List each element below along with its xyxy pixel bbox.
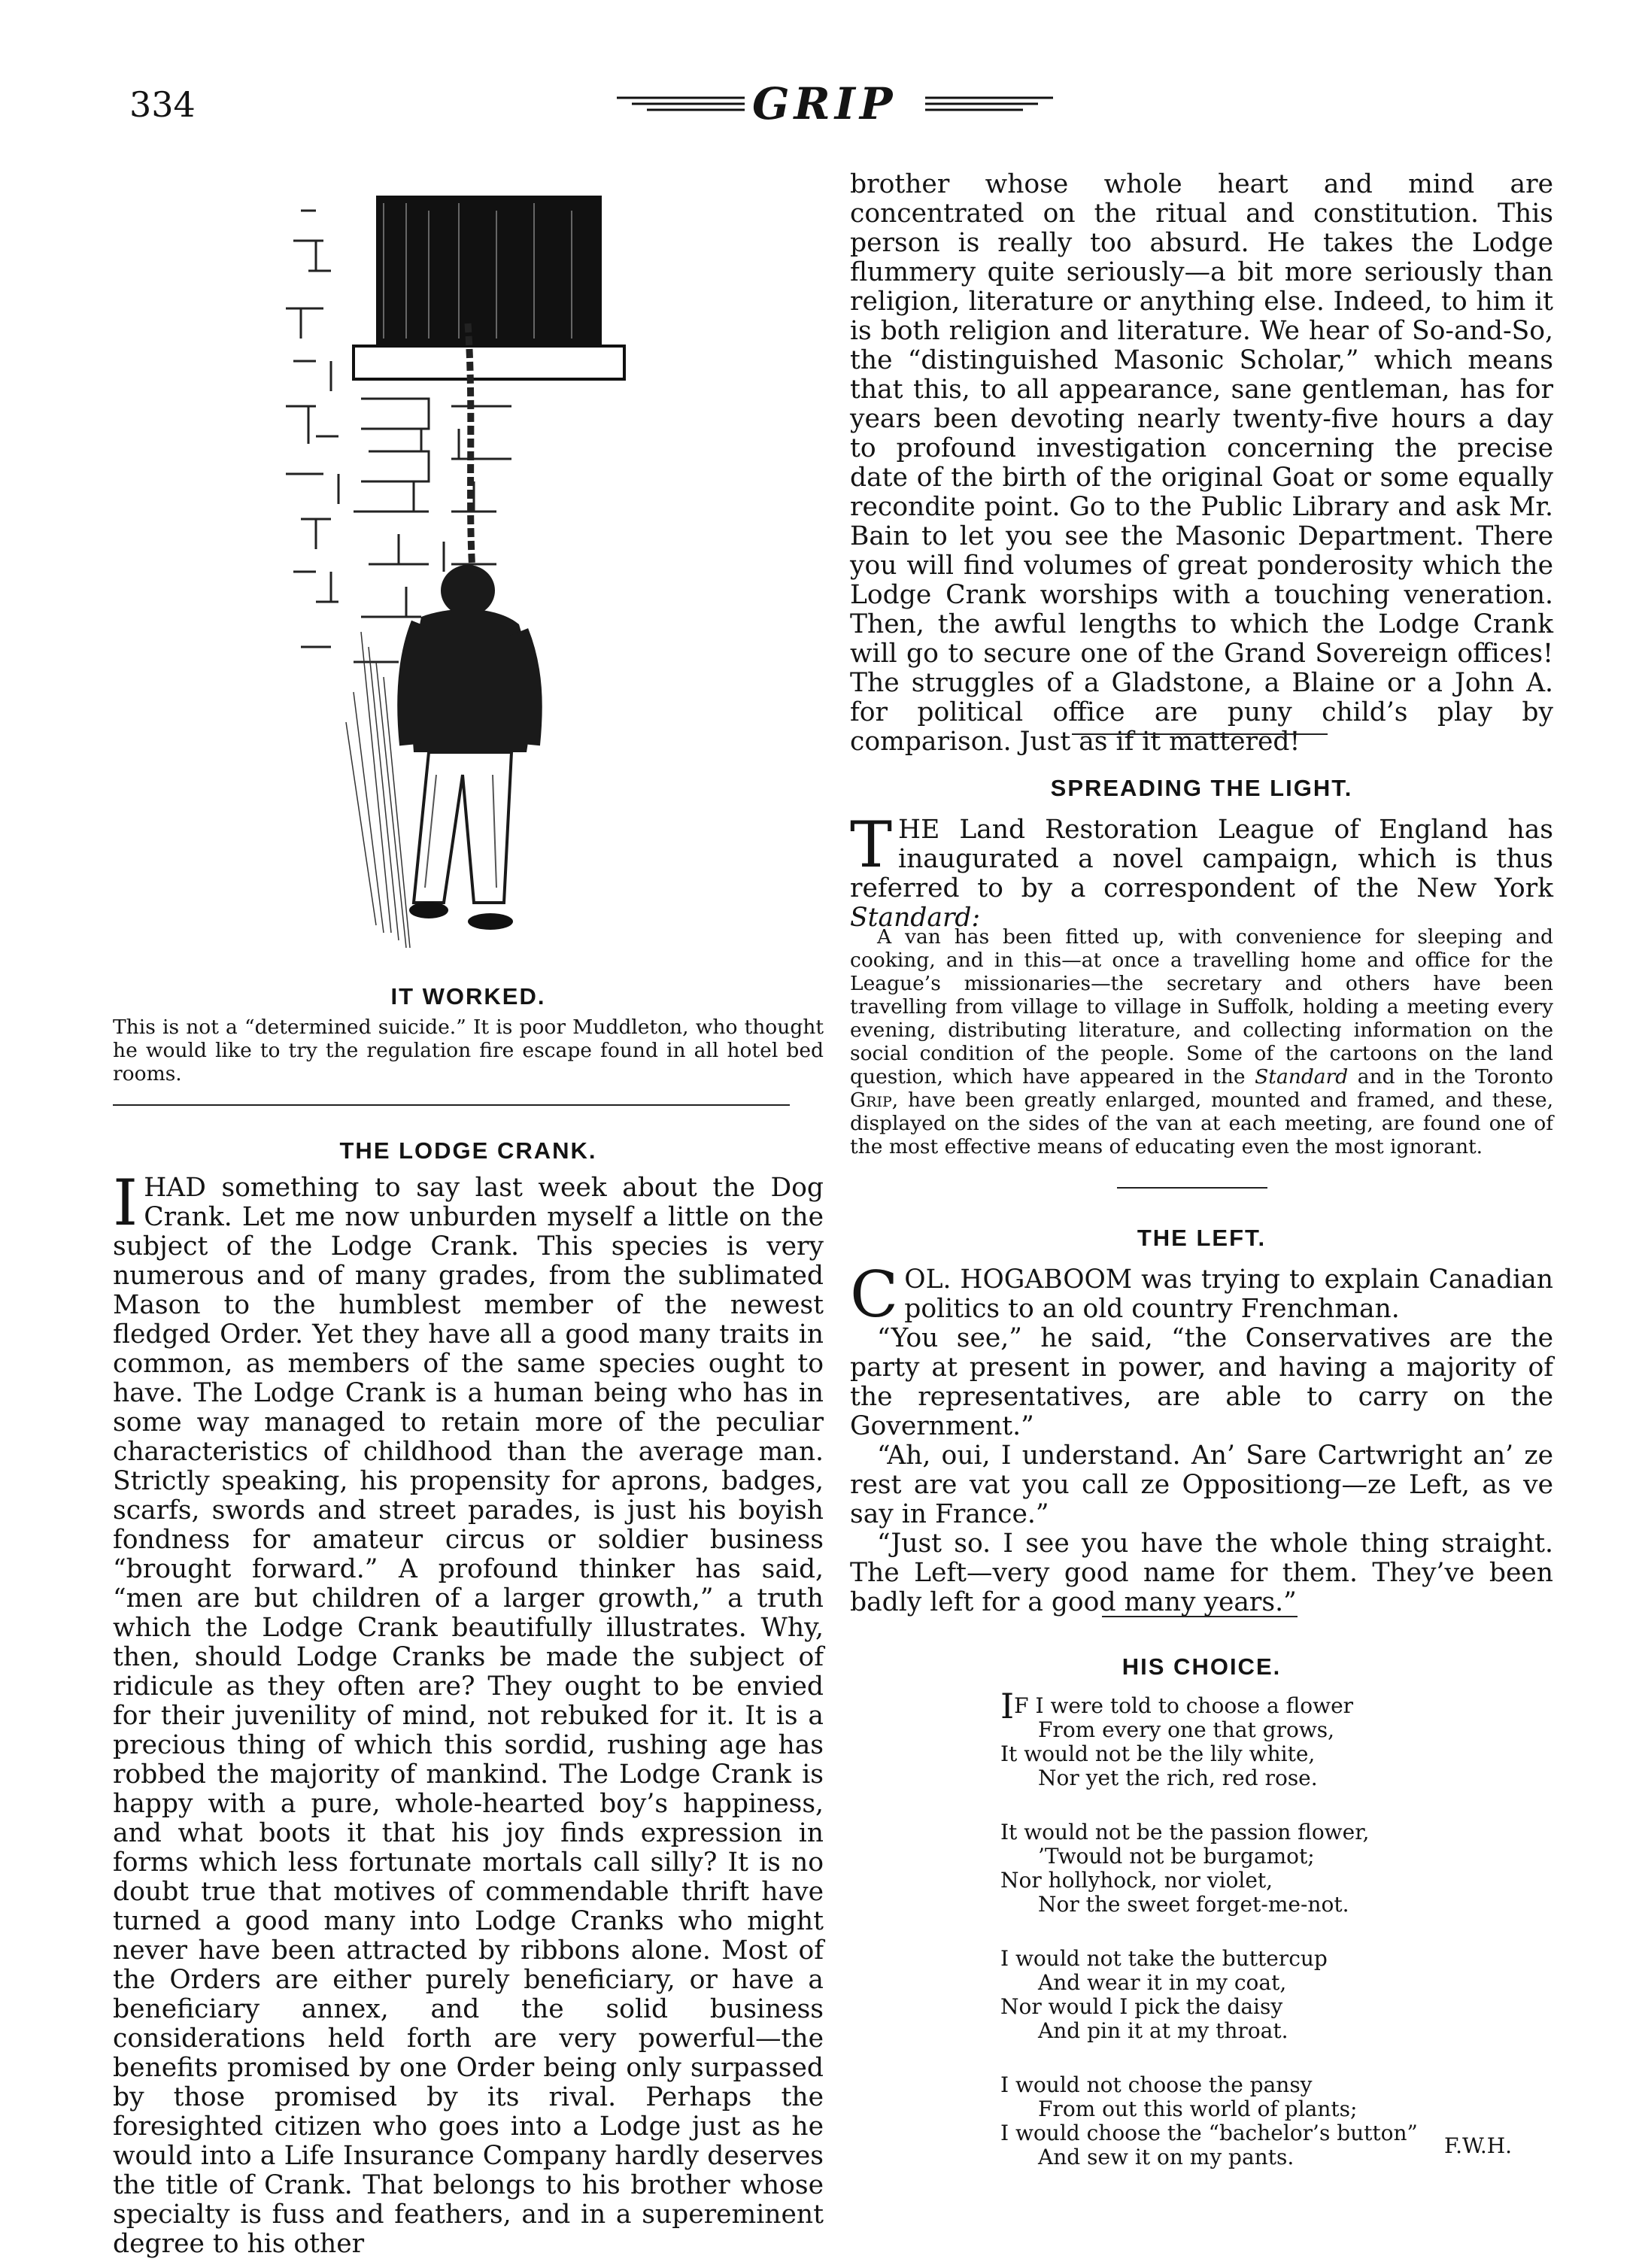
section-divider	[1117, 1187, 1267, 1189]
poem-line: I would choose the “bachelor’s button”	[1000, 2121, 1418, 2145]
spreading-heading: SPREADING THE LIGHT.	[1050, 775, 1353, 801]
poem-line: I would not take the buttercup	[1000, 1946, 1328, 1971]
poem-line: Nor hollyhock, nor violet,	[1000, 1868, 1273, 1893]
poem-line: Nor the sweet forget-me-not.	[1038, 1892, 1349, 1917]
his-choice-heading: HIS CHOICE.	[1122, 1653, 1282, 1680]
hanging-figure	[408, 565, 533, 930]
illustration-title: IT WORKED.	[390, 983, 546, 1010]
poem-signature: F.W.H.	[1444, 2133, 1513, 2158]
lodge-crank-heading: THE LODGE CRANK.	[339, 1137, 597, 1164]
poem-stanza	[1000, 1686, 1542, 1790]
poem-line: And pin it at my throat.	[1038, 2018, 1288, 2043]
lodge-crank-body: IHAD something to say last week about the Dog Crank. Let me now unburden myself a little on the subject of the Lodge Crank. This species is very numerous and of many grades, from the sublimated Mason to the humblest member of the newest fledged Order. Yet they have all a good many traits in common, as members of the same species ought to have. The Lodge Crank is a human being who has in some way managed to retain more of the peculiar characteristics of childhood than the average man. Strictly speaking, his propensity for aprons, badges, scarfs, swords and street parades, is just his boyish fondness for amateur circus or soldier business “brought forward.” A profound thinker has said, “men are but children of a larger growth,” a truth which the Lodge Crank beautifully illustrates. Why, then, should Lodge Cranks be made the subject of ridicule as they often are? They ought to be envied for their juvenility of mind, not rebuked for it. It is a precious thing of which this sordid, rushing age has robbed the majority of mankind. The Lodge Crank is happy with a pure, whole-hearted boy’s happiness, and what boots it that his joy finds expression in forms which less fortunate mortals call silly? It is no doubt true that motives of commendable thrift have turned a good many into Lodge Cranks who might never have been attracted by ribbons alone. Most of the Orders are either purely beneficiary, or have a beneficiary annex, and the solid business considerations held forth are very powerful—the benefits promised by one Order being only surpassed by those promised by its rival. Perhaps the foresighted citizen who goes into a Lodge just as he would into a Life Insurance Company hardly deserves the title of Crank. That belongs to his brother whose specialty is fuss and feathers, and in a supereminent degree to his other	[113, 1166, 824, 2259]
section-divider	[1102, 1616, 1298, 1617]
poem-stanza	[1000, 1820, 1542, 1917]
poem-line: I would not choose the pansy	[1000, 2072, 1313, 2097]
poem-line: It would not be the passion flower,	[1000, 1820, 1370, 1844]
spreading-intro: THE Land Restoration League of England has inaugurated a novel campaign, which is thus referred to by a correspondent of the New York Standard:	[850, 808, 1553, 933]
poem-line: ’Twould not be burgamot;	[1038, 1844, 1315, 1869]
window-sill	[354, 346, 624, 379]
poem-stanza	[1000, 1947, 1542, 2043]
poem-line: And sew it on my pants.	[1038, 2145, 1295, 2169]
poem-line: From every one that grows,	[1038, 1717, 1335, 1742]
his-choice-poem	[1000, 1686, 1542, 2200]
window-opening	[376, 196, 602, 346]
poem-line: IF I were told to choose a flower	[1000, 1686, 1354, 1726]
section-divider	[113, 1104, 790, 1106]
masthead-title: GRIP	[752, 78, 897, 129]
illustration-caption: This is not a “determined suicide.” It is poor Muddleton, who thought he would like to try the regulation fire escape found in all hotel bed rooms.	[113, 1016, 824, 1085]
lodge-crank-article	[113, 1166, 824, 2259]
drop-cap: C	[850, 1258, 899, 1331]
poem-line: It would not be the lily white,	[1000, 1741, 1316, 1766]
drop-cap: T	[850, 808, 893, 882]
spreading-quote: A van has been fitted up, with convenience for sleeping and cooking, and in this—at once a travelling home and office for the League’s missionaries—the secretary and others have been travelling from village to village in Suffolk, holding a meeting every evening, distributing literature, and collecting information on the social condition of the people. Some of the cartoons on the land question, which have appeared in the Standard and in the Toronto Grip, have been greatly enlarged, mounted and framed, and these, displayed on the sides of the van at each meeting, are found one of the most effective means of educating even the most ignorant.	[850, 925, 1553, 1158]
the-left-article: COL. HOGABOOM was trying to explain Canadian politics to an old country Frenchman. “You see,” he said, “the Conservatives are the party at present in power, and having a majority of the representatives, are able to carry on the Government.” “Ah, oui, I understand. An’ Sare Cartwright an’ ze rest are vat you call ze Oppositiong—ze Left, as ve say in France.” “Just so. I see you have the whole thing straight. The Left—very good name for them. They’ve been badly left for a good many years.”	[850, 1258, 1553, 1617]
page-number: 334	[129, 84, 196, 125]
poem-line: Nor would I pick the daisy	[1000, 1994, 1283, 2019]
poem-line: From out this world of plants;	[1038, 2096, 1358, 2121]
poem-line: And wear it in my coat,	[1038, 1970, 1287, 1995]
section-divider	[1072, 733, 1328, 735]
hanging-man-illustration	[271, 181, 692, 978]
poem-line: Nor yet the rich, red rose.	[1038, 1766, 1318, 1790]
drop-cap: I	[113, 1166, 138, 1240]
the-left-heading: THE LEFT.	[1137, 1225, 1267, 1251]
lodge-crank-continued: brother whose whole heart and mind are concentrated on the ritual and constitution. This person is really too absurd. He takes the Lodge flummery quite seriously—a bit more seriously than religion, literature or anything else. Indeed, to him it is both religion and literature. We hear of So-and-So, the “distinguished Masonic Scholar,” which means that this, to all appearance, sane gentleman, has for years been devoting nearly twenty-five hours a day to profound investigation concerning the precise date of the birth of the original Goat or some equally recondite point. Go to the Public Library and ask Mr. Bain to let you see the Masonic Department. There you will find volumes of great ponderosity which the Lodge Crank worships with a touching veneration. Then, the awful lengths to which the Lodge Crank will go to secure one of the Grand Sovereign offices! The struggles of a Gladstone, a Blaine or a John A. for political office are puny child’s play by comparison. Just as if it mattered!	[850, 169, 1553, 757]
